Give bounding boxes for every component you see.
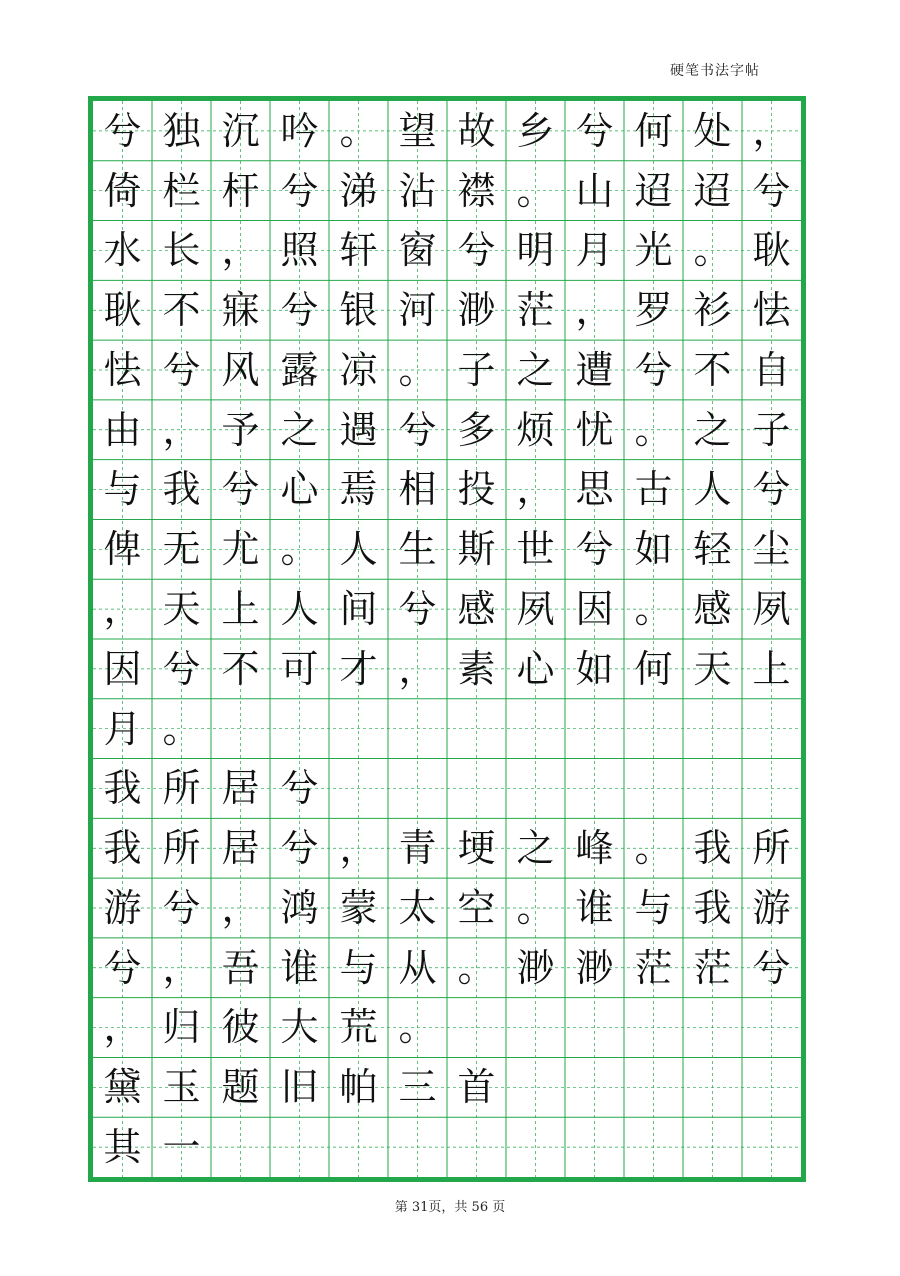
grid-cell: 素 [457,646,496,691]
grid-cell: 青 [398,826,437,871]
grid-cell: 。 [634,826,673,871]
grid-cell [506,758,565,818]
grid-cell: 我 [693,885,732,930]
grid-cell: 怯 [752,288,791,333]
grid-cell: 所 [752,826,791,871]
grid-cell: 人 [693,467,732,512]
grid-cell: 。 [162,706,201,751]
grid-cell: 我 [162,467,201,512]
grid-cell: 照 [280,228,319,273]
grid-cell: 不 [162,288,201,333]
grid-cell: 由 [103,407,142,452]
grid-cell: 何 [634,108,673,153]
grid-cell: 兮 [280,288,319,333]
grid-cell [565,997,624,1057]
grid-row [93,579,801,639]
grid-cell: 世 [516,527,555,572]
grid-cell: ， [103,587,142,631]
grid-cell: 三 [398,1065,437,1110]
grid-cell: 兮 [103,108,142,153]
grid-row [93,1117,801,1177]
grid-cell: 与 [634,885,673,930]
grid-cell [683,699,742,759]
grid-cell: 吾 [221,945,260,990]
grid-cell: 所 [162,766,201,811]
grid-cell: 兮 [457,228,496,273]
grid-cell: 感 [457,587,496,631]
grid-cell: 山 [575,168,614,213]
grid-cell: 上 [221,587,260,631]
grid-row [93,280,801,340]
character-rows [93,101,801,1177]
grid-cell: 埂 [457,826,496,871]
grid-cell: 怯 [103,347,142,392]
grid-row [93,101,801,161]
grid-cell: 古 [634,467,673,512]
grid-cell: 游 [752,885,791,930]
grid-cell: 我 [693,826,732,871]
grid-cell: ， [575,288,614,333]
grid-cell: 乡 [516,108,555,153]
grid-cell: 我 [103,826,142,871]
grid-cell: ， [221,885,260,930]
grid-row [93,340,801,400]
practice-grid-sheet [88,96,806,1182]
grid-cell: 耿 [752,228,791,273]
grid-cell: 寐 [221,288,260,333]
grid-row [93,878,801,938]
grid-cell: 。 [339,108,378,153]
grid-cell [683,1057,742,1117]
grid-cell: 。 [516,885,555,930]
grid-cell: 尤 [221,527,260,572]
grid-cell: 窗 [398,228,437,273]
grid-cell: ， [398,646,437,691]
grid-cell: ， [162,945,201,990]
grid-cell: ， [339,826,378,871]
grid-cell [565,758,624,818]
grid-cell: 心 [280,467,319,512]
grid-row [93,221,801,281]
grid-cell: 茫 [634,945,673,990]
grid-cell [624,997,683,1057]
grid-row [93,699,801,759]
grid-cell: 露 [280,347,319,392]
grid-cell: 尘 [752,527,791,572]
grid-cell [329,699,388,759]
grid-cell [388,1117,447,1177]
grid-cell: ， [162,407,201,452]
grid-cell: ， [516,467,555,512]
grid-cell: ， [103,1005,142,1050]
grid-cell: 与 [339,945,378,990]
grid-cell: 其 [103,1124,142,1169]
grid-cell: 渺 [457,288,496,333]
grid-cell: ， [752,108,791,153]
grid-cell: 望 [398,108,437,153]
grid-row [93,519,801,579]
grid-cell: 兮 [634,347,673,392]
grid-row [93,460,801,520]
page-footer: 第 31页，共 56 页 [394,1200,506,1215]
grid-cell: 渺 [516,945,555,990]
grid-cell: 荒 [339,1005,378,1050]
grid-cell: 栏 [162,168,201,213]
grid-cell: 兮 [575,108,614,153]
grid-cell: 生 [398,527,437,572]
grid-cell: 兮 [575,527,614,572]
grid-cell [447,1117,506,1177]
grid-cell: 轻 [693,527,732,572]
grid-cell: 兮 [398,587,437,631]
grid-cell: 人 [280,587,319,631]
grid-cell: 兮 [162,885,201,930]
grid-cell: 轩 [339,228,378,273]
grid-cell [565,1057,624,1117]
grid-cell: 人 [339,527,378,572]
grid-cell [447,997,506,1057]
grid-cell: 迢 [634,168,673,213]
grid-cell: 河 [398,288,437,333]
grid-row [93,818,801,878]
grid-cell [270,699,329,759]
grid-cell: 题 [221,1065,260,1110]
grid-cell: 才 [339,646,378,691]
grid-cell [624,1057,683,1117]
grid-cell: 。 [634,587,673,631]
grid-cell: 杆 [221,168,260,213]
grid-cell: 月 [103,706,142,751]
grid-cell [742,1117,801,1177]
grid-cell: 兮 [752,168,791,213]
grid-cell: 兮 [280,168,319,213]
grid-cell: 无 [162,527,201,572]
grid-cell [388,699,447,759]
grid-cell: 感 [693,587,732,631]
grid-cell [388,758,447,818]
grid-cell: 耿 [103,288,142,333]
grid-cell: 不 [693,347,732,392]
grid-cell: 不 [221,646,260,691]
grid-cell [506,699,565,759]
grid-cell: 渺 [575,945,614,990]
grid-cell [506,1117,565,1177]
grid-cell: 相 [398,467,437,512]
grid-cell: 涕 [339,168,378,213]
grid-cell [624,699,683,759]
grid-cell: 彼 [221,1005,260,1050]
grid-cell: 天 [693,646,732,691]
grid-cell [742,699,801,759]
grid-cell: 居 [221,766,260,811]
grid-cell [683,997,742,1057]
grid-cell [565,1117,624,1177]
grid-cell: 。 [280,527,319,572]
grid-cell: 烦 [516,407,555,452]
grid-cell: 兮 [752,945,791,990]
grid-cell: 因 [575,587,614,631]
grid-cell: 。 [398,347,437,392]
grid-cell: 兮 [280,826,319,871]
grid-cell: 与 [103,467,142,512]
grid-cell: 。 [457,945,496,990]
grid-cell: 空 [457,885,496,930]
grid-cell: 玉 [162,1065,201,1110]
grid-cell: 蒙 [339,885,378,930]
grid-cell: 何 [634,646,673,691]
grid-cell: 间 [339,587,378,631]
grid-cell: 谁 [575,885,614,930]
grid-cell: 上 [752,646,791,691]
grid-cell: 从 [398,945,437,990]
grid-cell [329,758,388,818]
grid-cell: 夙 [752,587,791,631]
grid-cell: 予 [221,407,260,452]
grid-cell: 兮 [752,467,791,512]
grid-cell: 太 [398,885,437,930]
grid-cell: 之 [280,407,319,452]
grid-cell: 鸿 [280,885,319,930]
grid-cell: 我 [103,766,142,811]
grid-cell: 投 [457,467,496,512]
grid-cell: 因 [103,646,142,691]
grid-cell: 斯 [457,527,496,572]
grid-cell [742,758,801,818]
grid-cell [683,1117,742,1177]
grid-cell: 独 [162,108,201,153]
grid-cell: 迢 [693,168,732,213]
grid-cell [624,758,683,818]
grid-cell: 银 [339,288,378,333]
grid-row [93,997,801,1057]
grid-cell: 光 [634,228,673,273]
grid-row [93,1057,801,1117]
grid-cell: 夙 [516,587,555,631]
grid-cell: 一 [162,1124,201,1169]
grid-cell: 心 [516,646,555,691]
grid-cell [565,699,624,759]
grid-cell: 焉 [339,467,378,512]
grid-cell: 。 [398,1005,437,1050]
grid-cell: 凉 [339,347,378,392]
grid-cell: 峰 [575,826,614,871]
grid-cell: 之 [516,347,555,392]
grid-cell: 可 [280,646,319,691]
grid-cell [624,1117,683,1177]
grid-cell: 衫 [693,288,732,333]
grid-cell: 兮 [280,766,319,811]
grid-cell: 水 [103,228,142,273]
grid-cell: ， [221,228,260,273]
grid-cell: 谁 [280,945,319,990]
grid-cell: 兮 [162,347,201,392]
grid-cell: 倚 [103,168,142,213]
grid-cell: 大 [280,1005,319,1050]
grid-cell: 襟 [457,168,496,213]
grid-cell: 天 [162,587,201,631]
grid-cell [270,1117,329,1177]
grid-cell: 沾 [398,168,437,213]
grid-cell: 月 [575,228,614,273]
grid-cell: 游 [103,885,142,930]
page-header-title: 硬笔书法字帖 [670,63,760,79]
grid-cell: 遇 [339,407,378,452]
grid-cell: 之 [693,407,732,452]
grid-cell: 旧 [280,1065,319,1110]
grid-cell: 如 [634,527,673,572]
grid-cell: 故 [457,108,496,153]
grid-cell: 之 [516,826,555,871]
grid-row [93,161,801,221]
grid-cell: 兮 [162,646,201,691]
grid-cell: 。 [693,228,732,273]
grid-cell [211,1117,270,1177]
grid-cell [742,997,801,1057]
grid-cell: 忧 [575,407,614,452]
grid-cell: 首 [457,1065,496,1110]
grid-cell: 处 [693,108,732,153]
grid-cell: 茫 [693,945,732,990]
grid-cell: 长 [162,228,201,273]
grid-cell: 沉 [221,108,260,153]
grid-cell: 自 [752,347,791,392]
grid-cell: 兮 [103,945,142,990]
grid-cell: 罗 [634,288,673,333]
grid-cell: 如 [575,646,614,691]
grid-cell: 兮 [398,407,437,452]
grid-cell: 多 [457,407,496,452]
grid-cell: 俾 [103,527,142,572]
grid-row [93,400,801,460]
grid-row [93,639,801,699]
grid-cell: 子 [752,407,791,452]
grid-cell: 帕 [339,1065,378,1110]
grid-cell: 。 [516,168,555,213]
grid-cell [447,699,506,759]
grid-cell: 吟 [280,108,319,153]
grid-cell: 。 [634,407,673,452]
grid-cell: 思 [575,467,614,512]
grid-cell: 黛 [103,1065,142,1110]
grid-row [93,938,801,998]
grid-cell: 所 [162,826,201,871]
grid-cell [683,758,742,818]
grid-cell: 风 [221,347,260,392]
grid-cell [506,1057,565,1117]
grid-cell: 明 [516,228,555,273]
grid-row [93,758,801,818]
grid-cell [447,758,506,818]
grid-cell: 兮 [221,467,260,512]
grid-cell: 归 [162,1005,201,1050]
grid-cell: 遭 [575,347,614,392]
grid-cell [506,997,565,1057]
grid-cell [211,699,270,759]
grid-cell: 居 [221,826,260,871]
grid-cell [742,1057,801,1117]
grid-cell: 茫 [516,288,555,333]
grid-cell [329,1117,388,1177]
grid-cell: 子 [457,347,496,392]
